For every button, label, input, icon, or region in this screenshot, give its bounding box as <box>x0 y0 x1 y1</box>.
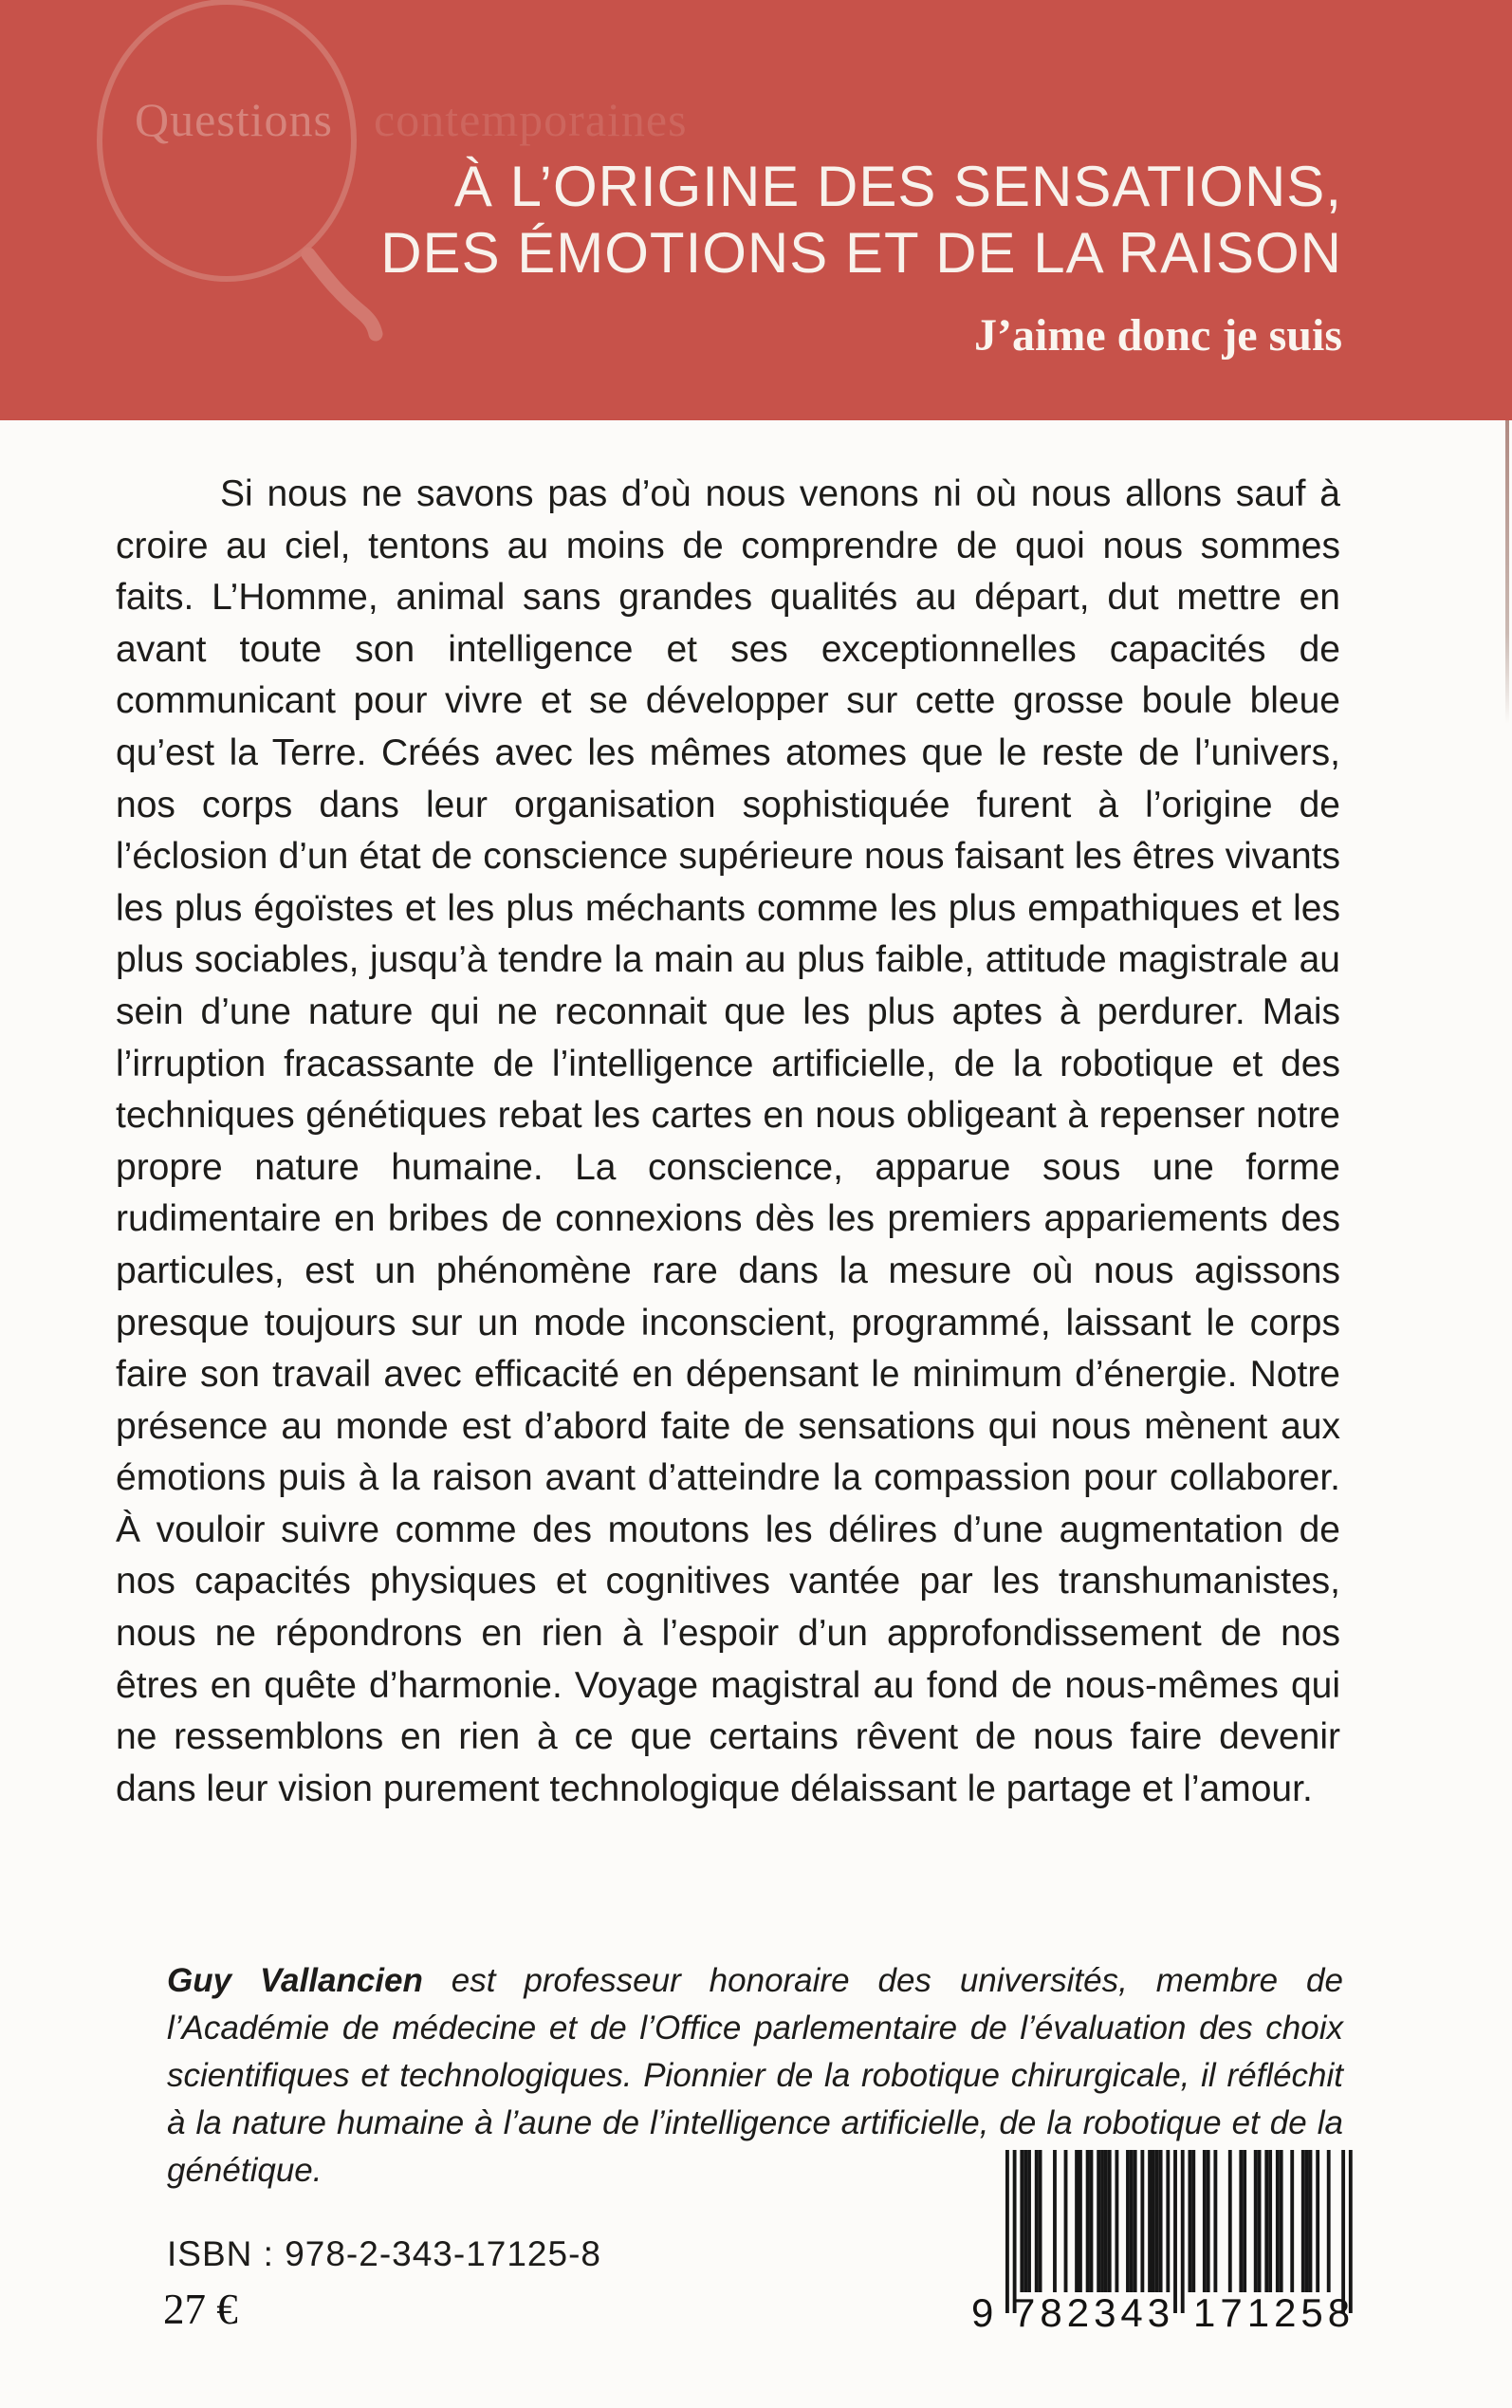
book-title-line2: DES ÉMOTIONS ET DE LA RAISON <box>380 221 1342 285</box>
synopsis-paragraph: Si nous ne savons pas d’où nous venons ni où nous allons sauf à croire au ciel, tentons au moins de comprendre de quoi nous sommes faits. L’Homme, animal sans grandes qualités au départ, dut mettre en avant toute son intelligence et ses exceptionnelles capacités de communicant pour vivre et se développer sur cette grosse boule bleue qu’est la Terre. Créés avec les mêmes atomes que le reste de l’univers, nos corps dans leur organisation sophistiquée furent à l’origine de l’éclosion d’un état de conscience supérieure nous faisant les êtres vivants les plus égoïstes et les plus méchants comme les plus empathiques et les plus sociables, jusqu’à tendre la main au plus faible, attitude magistrale au sein d’une nature qui ne reconnait que les plus aptes à perdurer. Mais l’irruption fracassante de l’intelligence artificielle, de la robotique et des techniques génétiques rebat les cartes en nous obligeant à repenser notre propre nature humaine. La conscience, apparue sous une forme rudimentaire en bribes de connexions dès les premiers appariements des particules, est un phénomène rare dans la mesure où nous agissons presque toujours sur un mode inconscient, programmé, laissant le corps faire son travail avec efficacité en dépensant le minimum d’énergie. Notre présence au monde est d’abord faite de sensations qui nous mènent aux émotions puis à la raison avant d’atteindre la compassion pour collaborer. À vouloir suivre comme des moutons les délires d’une augmentation de nos capacités physiques et cognitives vantée par les transhumanistes, nous ne répondrons en rien à l’espoir d’un approfondissement de nos êtres en quête d’harmonie. Voyage magistral au fond de nous-mêmes qui ne ressemblons en rien à ce que certains rêvent de nous faire devenir dans leur vision purement technologique délaissant le partage et l’amour. <box>116 473 1340 1809</box>
title-block <box>380 154 1342 361</box>
ean13-barcode <box>971 2150 1355 2354</box>
isbn-text: ISBN : 978-2-343-17125-8 <box>167 2234 601 2273</box>
book-title-line1: À L’ORIGINE DES SENSATIONS, <box>453 155 1342 218</box>
barcode-digit-group: 171258 <box>1193 2290 1355 2335</box>
collection-name-contemporaines: contemporaines <box>374 93 688 146</box>
author-name: Guy Vallancien <box>167 1962 423 1999</box>
barcode-digit-group: 782343 <box>1013 2290 1175 2335</box>
page-edge-artifact <box>1505 420 1509 724</box>
book-subtitle: J’aime donc je suis <box>974 310 1342 361</box>
collection-band <box>0 0 1512 420</box>
price-text: 27 € <box>163 2286 238 2333</box>
author-bio-text: est professeur honoraire des universités, membre de l’Académie de médecine et de l’Office parlementaire de l’évaluation des choix scientifiques et technologiques. Pionnier de la robotique chirurgicale, il réfléchit à la nature humaine à l’aune de l’intelligence artificielle, de la robotique et de la génétique. <box>167 1962 1343 2189</box>
collection-name-questions: Questions <box>135 93 333 146</box>
barcode-digit-group: 9 <box>971 2290 994 2335</box>
